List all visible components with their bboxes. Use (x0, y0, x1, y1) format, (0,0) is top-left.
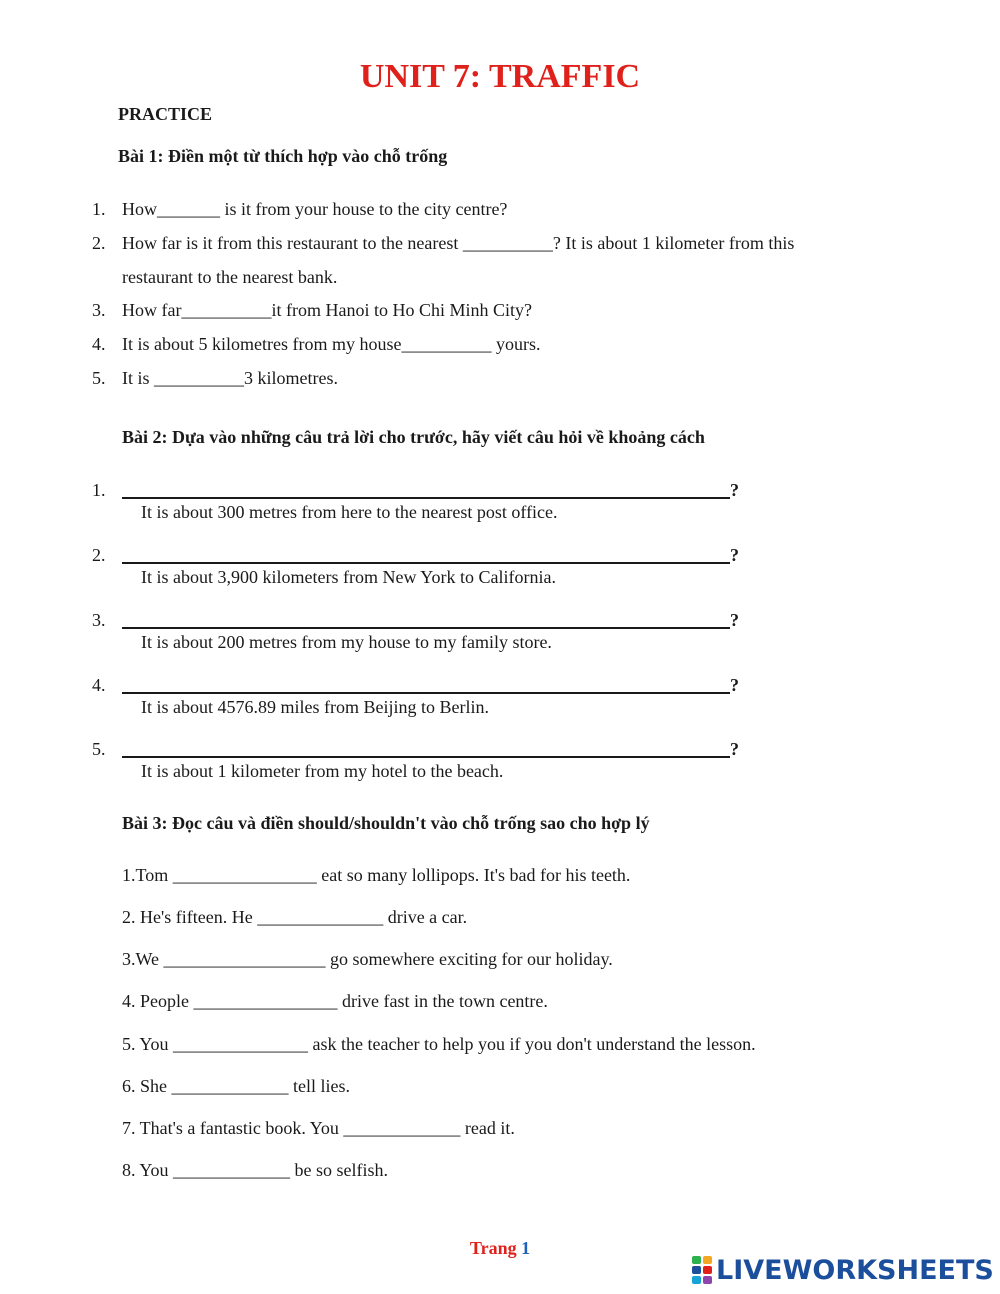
exercise1-item-number: 3. (92, 300, 106, 320)
page-number-value: 1 (521, 1238, 531, 1258)
practice-label: PRACTICE (118, 104, 213, 124)
exercise1-item-number: 2. (92, 233, 106, 253)
page-title: UNIT 7: TRAFFIC (359, 58, 641, 95)
answer-input-line[interactable] (122, 627, 730, 629)
given-answer: It is about 300 metres from here to the nearest post office. (141, 502, 558, 522)
given-answer: It is about 3,900 kilometers from New York to California. (141, 567, 556, 587)
exercise3-heading: Bài 3: Đọc câu và điền should/shouldn't vào chỗ trống sao cho hợp lý (122, 813, 650, 833)
exercise1-item-number: 1. (92, 199, 106, 219)
answer-input-line[interactable] (122, 562, 730, 564)
exercise2-item-number: 5. (92, 739, 106, 759)
exercise3-item: 4. People ________________ drive fast in the town centre. (122, 991, 548, 1011)
answer-input-line[interactable] (122, 756, 730, 758)
exercise3-item: 2. He's fifteen. He ______________ drive a car. (122, 907, 468, 927)
brand-name: LIVEWORKSHEETS (716, 1254, 994, 1286)
question-mark: ? (730, 545, 739, 565)
exercise1-item-number: 5. (92, 368, 106, 388)
exercise1-item-text: How far is it from this restaurant to the nearest __________? It is about 1 kilometer from this (122, 233, 795, 253)
exercise2-heading: Bài 2: Dựa vào những câu trả lời cho trước, hãy viết câu hỏi về khoảng cách (122, 427, 705, 447)
exercise3-item: 3.We __________________ go somewhere exciting for our holiday. (122, 949, 613, 969)
exercise1-item-number: 4. (92, 334, 106, 354)
exercise3-item: 6. She _____________ tell lies. (122, 1076, 350, 1096)
exercise1-item-text: How far__________it from Hanoi to Ho Chi Minh City? (122, 300, 532, 320)
exercise2-item-number: 3. (92, 610, 106, 630)
exercise2-item-number: 1. (92, 480, 106, 500)
exercise3-item: 7. That's a fantastic book. You _____________ read it. (122, 1118, 515, 1138)
liveworksheets-logo[interactable] (692, 1253, 994, 1287)
exercise2-item-number: 4. (92, 675, 106, 695)
page-label: Trang (469, 1238, 517, 1258)
question-mark: ? (730, 675, 739, 695)
exercise3-item: 5. You _______________ ask the teacher to help you if you don't understand the lesson. (122, 1034, 756, 1054)
given-answer: It is about 4576.89 miles from Beijing to Berlin. (141, 697, 489, 717)
given-answer: It is about 1 kilometer from my hotel to the beach. (141, 761, 504, 781)
question-mark: ? (730, 480, 739, 500)
question-mark: ? (730, 610, 739, 630)
exercise1-item-text: It is about 5 kilometres from my house__________ yours. (122, 334, 541, 354)
answer-input-line[interactable] (122, 497, 730, 499)
answer-input-line[interactable] (122, 692, 730, 694)
exercise1-item-text: It is __________3 kilometres. (122, 368, 338, 388)
exercise1-heading: Bài 1: Điền một từ thích hợp vào chỗ trống (118, 146, 448, 166)
exercise3-item: 8. You _____________ be so selfish. (122, 1160, 389, 1180)
exercise1-item-continuation: restaurant to the nearest bank. (122, 267, 338, 287)
exercise2-item-number: 2. (92, 545, 106, 565)
given-answer: It is about 200 metres from my house to my family store. (141, 632, 552, 652)
question-mark: ? (730, 739, 739, 759)
exercise3-item: 1.Tom ________________ eat so many lollipops. It's bad for his teeth. (122, 865, 631, 885)
liveworksheets-logo-icon (692, 1256, 712, 1284)
exercise1-item-text: How_______ is it from your house to the city centre? (122, 199, 508, 219)
